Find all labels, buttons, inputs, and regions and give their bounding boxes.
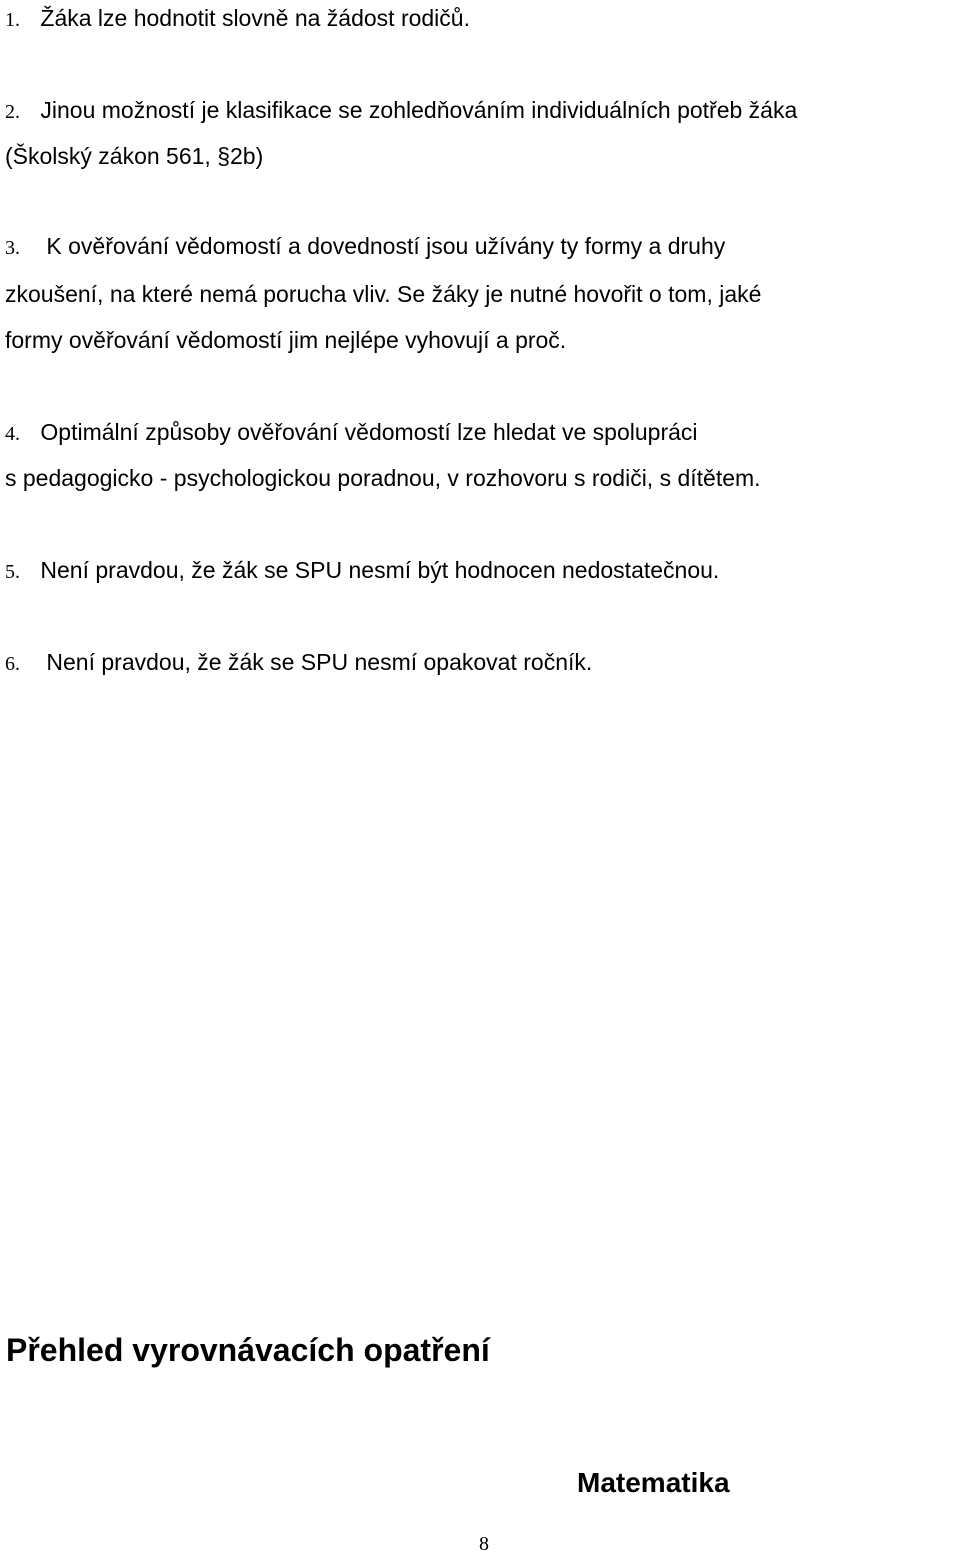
item-number: 1. — [5, 9, 20, 31]
item-text: Žáka lze hodnotit slovně na žádost rodičů. — [40, 5, 470, 31]
item-text-continuation: zkoušení, na které nemá porucha vliv. Se žáky je nutné hovořit o tom, jaké — [5, 281, 762, 307]
page-number: 8 — [479, 1533, 489, 1555]
list-item — [5, 96, 797, 126]
item-text: K ověřování vědomostí a dovedností jsou užívány ty formy a druhy — [46, 233, 726, 259]
subheading: Matematika — [577, 1467, 730, 1498]
item-text: Není pravdou, že žák se SPU nesmí být hodnocen nedostatečnou. — [40, 557, 720, 583]
item-text-continuation: s pedagogicko - psychologickou poradnou, v rozhovoru s rodiči, s dítětem. — [5, 465, 761, 491]
item-text-continuation: (Školský zákon 561, §2b) — [5, 143, 264, 169]
item-text: Jinou možností je klasifikace se zohledňováním individuálních potřeb žáka — [40, 97, 798, 123]
list-item — [5, 4, 470, 34]
list-item — [5, 418, 698, 448]
item-text: Optimální způsoby ověřování vědomostí lze hledat ve spolupráci — [40, 419, 698, 445]
list-item — [5, 648, 592, 678]
section-heading: Přehled vyrovnávacích opatření — [6, 1332, 490, 1368]
item-number: 4. — [5, 423, 20, 445]
item-text: Není pravdou, že žák se SPU nesmí opakovat ročník. — [46, 649, 593, 675]
item-text-continuation: formy ověřování vědomostí jim nejlépe vyhovují a proč. — [5, 327, 567, 353]
list-item — [5, 556, 719, 586]
item-number: 3. — [5, 237, 20, 259]
list-item — [5, 232, 725, 262]
item-number: 5. — [5, 561, 20, 583]
item-number: 6. — [5, 653, 20, 675]
item-number: 2. — [5, 101, 20, 123]
